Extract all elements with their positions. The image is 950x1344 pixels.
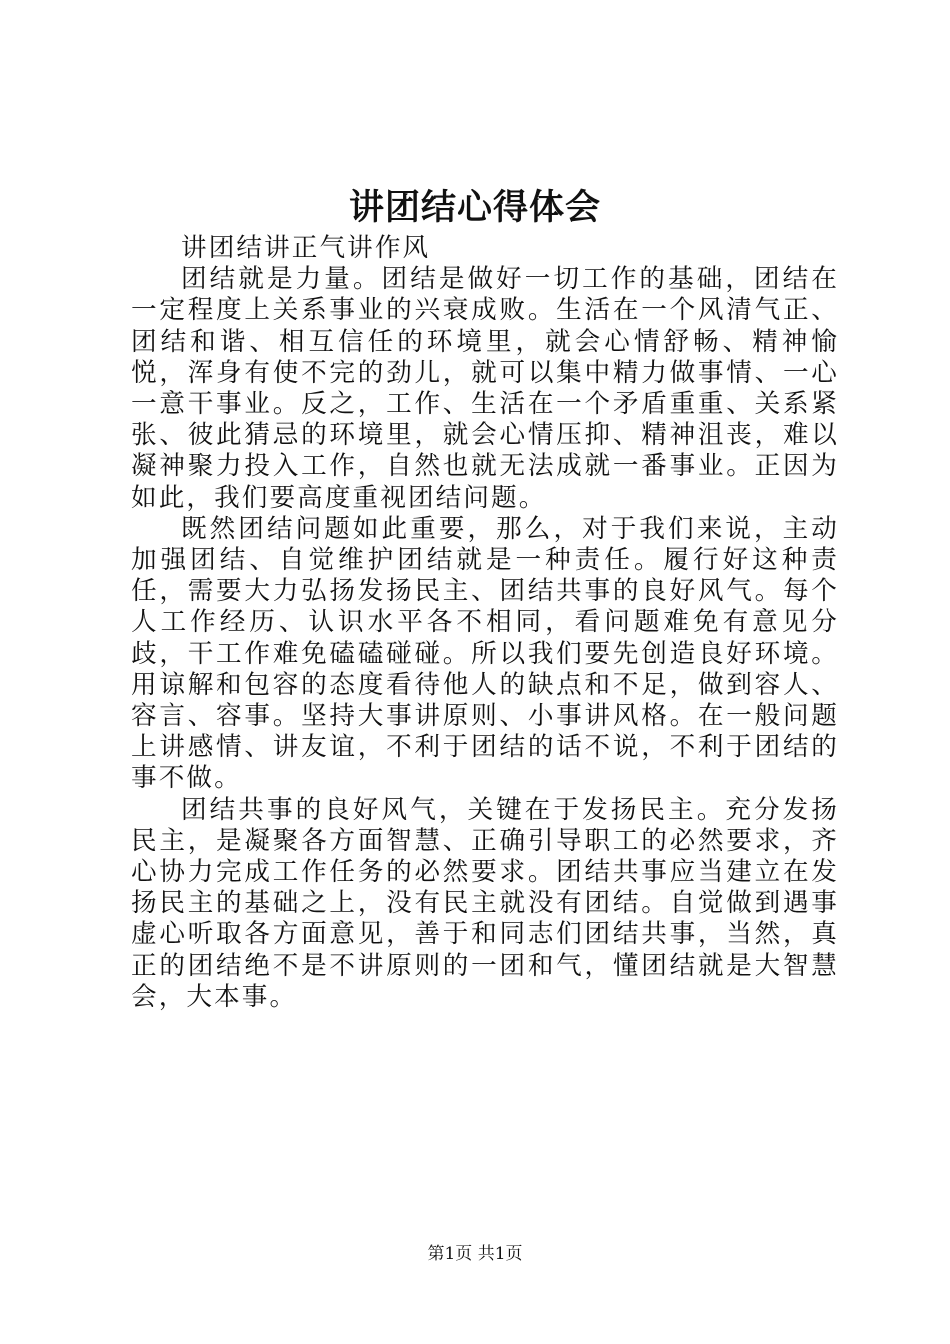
- document-title: 讲团结心得体会: [348, 188, 601, 228]
- document-subtitle: 讲团结讲正气讲作风: [181, 233, 431, 263]
- document-body: [131, 233, 839, 1013]
- paragraph-3: 团结共事的良好风气，关键在于发扬民主。充分发扬民主，是凝聚各方面智慧、正确引导职工的必然要求，齐心协力完成工作任务的必然要求。团结共事应当建立在发扬民主的基础之上，没有民主就没有团结。自觉做到遇事虚心听取各方面意见，善于和同志们团结共事，当然，真正的团结绝不是不讲原则的一团和气，懂团结就是大智慧会，大本事。: [131, 794, 839, 1012]
- paragraph-1: 团结就是力量。团结是做好一切工作的基础，团结在一定程度上关系事业的兴衰成败。生活在一个风清气正、团结和谐、相互信任的环境里，就会心情舒畅、精神愉悦，浑身有使不完的劲儿，就可以集中精力做事情、一心一意干事业。反之，工作、生活在一个矛盾重重、关系紧张、彼此猜忌的环境里，就会心情压抑、精神沮丧，难以凝神聚力投入工作，自然也就无法成就一番事业。正因为如此，我们要高度重视团结问题。: [131, 264, 839, 513]
- paragraph-2: 既然团结问题如此重要，那么，对于我们来说，主动加强团结、自觉维护团结就是一种责任。履行好这种责任，需要大力弘扬发扬民主、团结共事的良好风气。每个人工作经历、认识水平各不相同，看问题难免有意见分歧，干工作难免磕磕碰碰。所以我们要先创造良好环境。用谅解和包容的态度看待他人的缺点和不足，做到容人、容言、容事。坚持大事讲原则、小事讲风格。在一般问题上讲感情、讲友谊，不利于团结的话不说，不利于团结的事不做。: [131, 513, 839, 794]
- page-footer: 第1页 共1页: [427, 1244, 523, 1264]
